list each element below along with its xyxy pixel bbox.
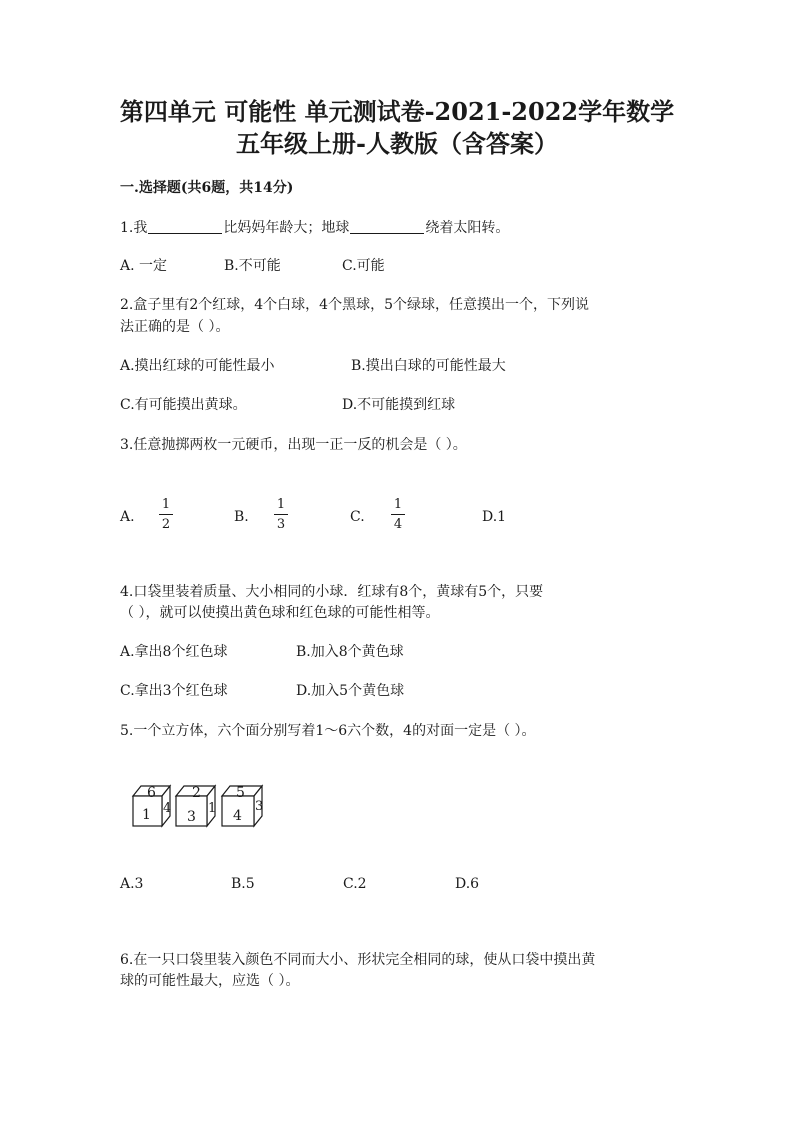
die-3-top-number: 5 (236, 785, 245, 801)
q3-option-d: D.1 (482, 509, 507, 525)
q1-option-b: B.不可能 (224, 258, 281, 274)
fraction-bar (391, 514, 405, 515)
question-1 (120, 218, 509, 238)
die-2-top-number: 2 (192, 785, 201, 801)
q4-option-b: B.加入8个黄色球 (296, 644, 404, 660)
q3-option-c-fraction (389, 497, 407, 532)
fraction-bar (159, 514, 173, 515)
question-3: 3.任意抛掷两枚一元硬币，出现一正一反的机会是（ ）。 (120, 437, 467, 453)
fraction-numerator: 1 (393, 497, 403, 512)
dice-figure (130, 782, 270, 832)
q5-option-c: C.2 (343, 876, 367, 892)
q2-option-c: C.有可能摸出黄球。 (120, 397, 247, 413)
q2-option-a: A.摸出红球的可能性最小 (120, 358, 275, 374)
die-3-front-number: 4 (233, 808, 242, 824)
die-1-side-number: 4 (163, 801, 172, 816)
q3-option-a-label: A. (120, 509, 135, 525)
q5-option-d: D.6 (455, 876, 480, 892)
q1-option-a: A. 一定 (120, 258, 168, 274)
q1-option-c: C.可能 (342, 258, 385, 274)
die-3-side-number: 3 (255, 799, 264, 814)
question-5: 5.一个立方体，六个面分别写着1～6六个数，4的对面一定是（ ）。 (120, 723, 536, 739)
q3-option-b-fraction (272, 497, 290, 532)
page-title-line-1: 第四单元 可能性 单元测试卷-2021-2022学年数学 (119, 97, 675, 126)
q3-option-b-label: B. (234, 509, 249, 525)
question-4-line-1: 4.口袋里装着质量、大小相同的小球．红球有8个，黄球有5个，只要 (120, 584, 544, 600)
q2-option-d: D.不可能摸到红球 (342, 397, 456, 413)
q4-option-a: A.拿出8个红色球 (120, 644, 228, 660)
fraction-numerator: 1 (161, 497, 171, 512)
die-1-top-number: 6 (147, 785, 156, 801)
q3-option-a-fraction (157, 497, 175, 532)
q2-option-b: B.摸出白球的可能性最大 (351, 358, 506, 374)
q3-option-c-label: C. (350, 509, 365, 525)
q4-option-c: C.拿出3个红色球 (120, 683, 228, 699)
die-1-front-number: 1 (142, 807, 151, 823)
q4-option-d: D.加入5个黄色球 (296, 683, 405, 699)
fraction-denominator: 3 (276, 517, 286, 532)
question-1-text-a: 1.我 (120, 220, 148, 236)
question-2-line-2: 法正确的是（ ）。 (120, 319, 230, 335)
question-6-line-2: 球的可能性最大，应选（ ）。 (120, 973, 300, 989)
q5-option-b: B.5 (231, 876, 255, 892)
question-1-text-b: 比妈妈年龄大；地球 (223, 220, 350, 236)
q5-option-a: A.3 (120, 876, 144, 892)
question-4-line-2: （ ），就可以使摸出黄色球和红色球的可能性相等。 (120, 605, 440, 621)
fraction-numerator: 1 (276, 497, 286, 512)
die-2-front-number: 3 (187, 809, 196, 825)
question-1-text-c: 绕着太阳转。 (425, 220, 510, 236)
fraction-bar (274, 514, 288, 515)
page-title-line-2: 五年级上册-人教版（含答案） (236, 129, 558, 158)
die-2-side-number: 1 (208, 801, 217, 816)
fraction-denominator: 4 (393, 517, 403, 532)
section-heading: 一.选择题(共6题，共14分) (120, 180, 294, 196)
question-2-line-1: 2.盒子里有2个红球，4个白球，4个黑球，5个绿球，任意摸出一个，下列说 (120, 297, 589, 313)
fraction-denominator: 2 (161, 517, 171, 532)
answer-blank (148, 219, 222, 234)
question-6-line-1: 6.在一只口袋里装入颜色不同而大小、形状完全相同的球，使从口袋中摸出黄 (120, 952, 596, 968)
answer-blank (350, 219, 424, 234)
